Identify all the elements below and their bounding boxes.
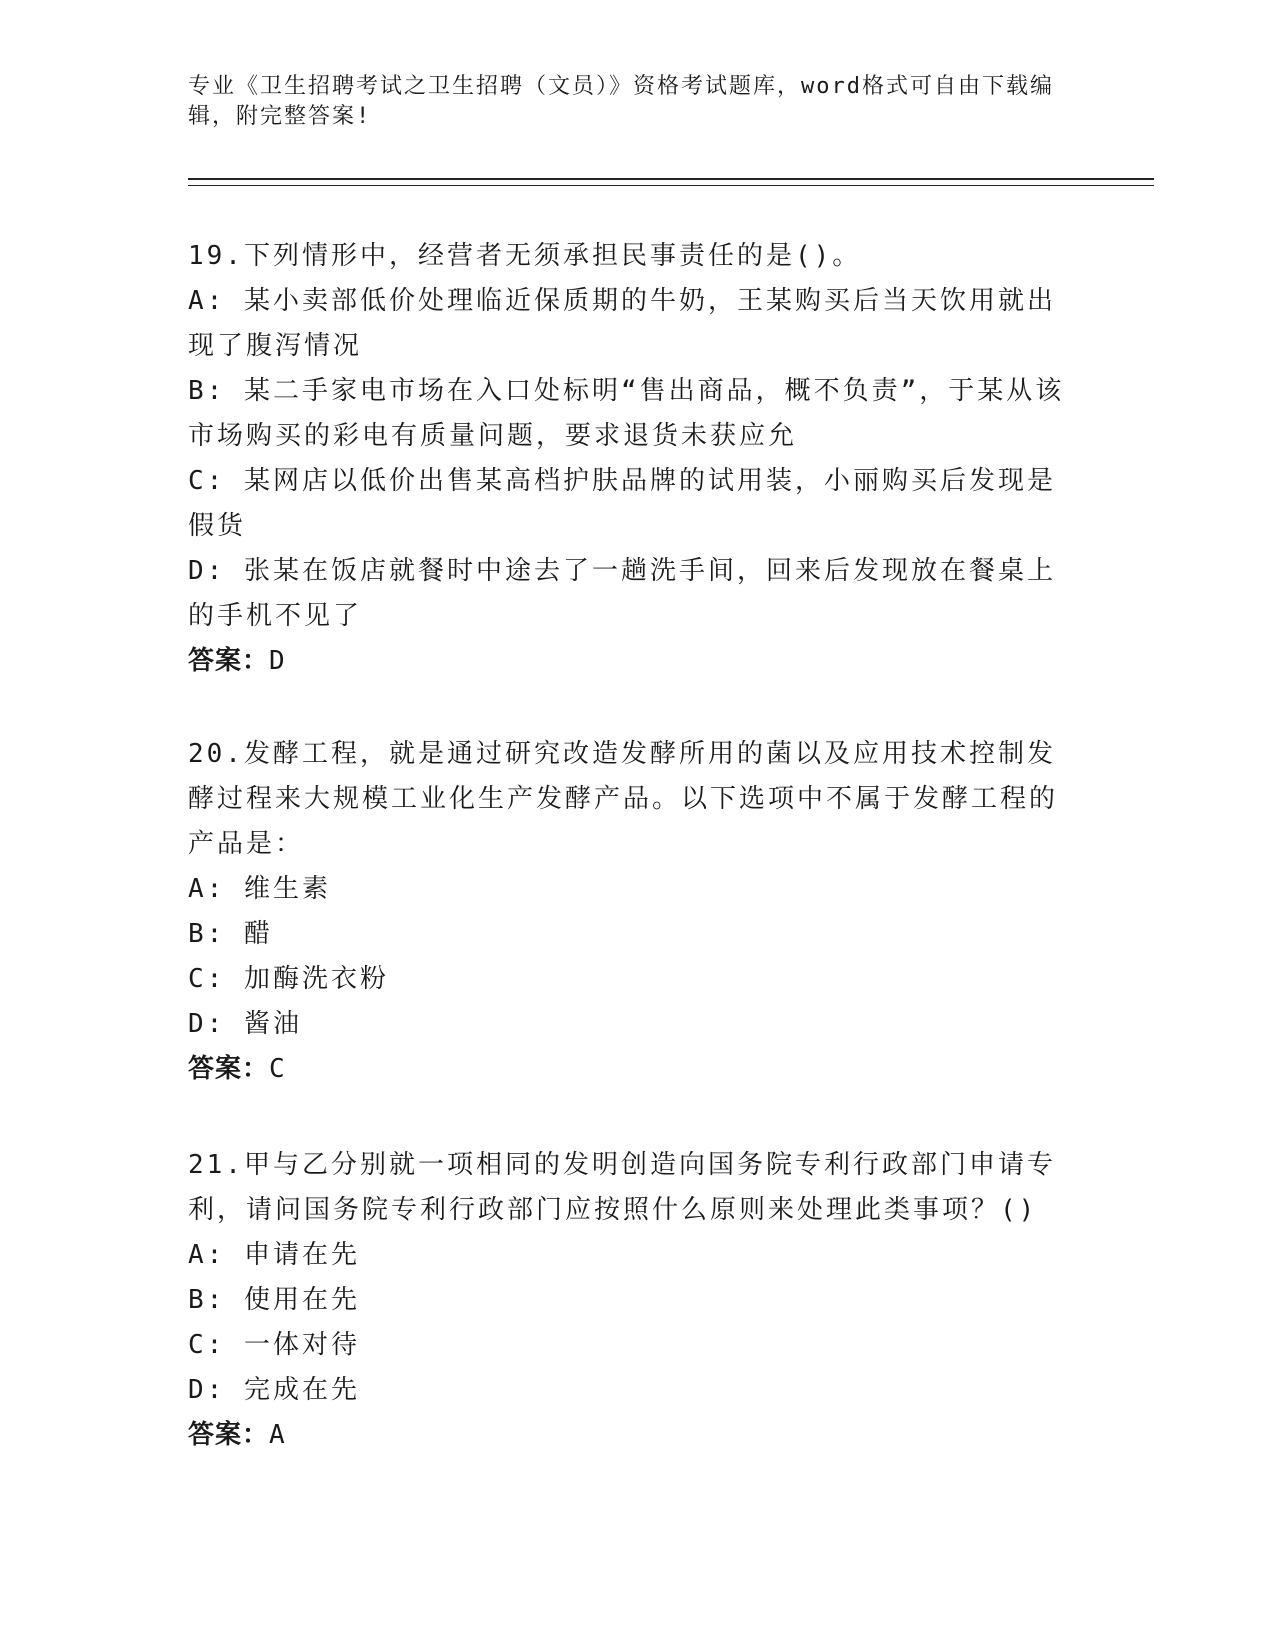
option-d: D: 完成在先 bbox=[188, 1375, 360, 1405]
question-stem: 19.下列情形中，经营者无须承担民事责任的是()。 bbox=[188, 241, 862, 271]
answer-label: 答案： bbox=[188, 1420, 270, 1450]
answer-line bbox=[188, 1413, 1068, 1458]
option-c: C: 加酶洗衣粉 bbox=[188, 964, 389, 994]
option-b: B: 醋 bbox=[188, 919, 273, 949]
answer-label: 答案： bbox=[188, 1054, 270, 1084]
answer-value: A bbox=[269, 1420, 286, 1450]
option-a: A: 某小卖部低价处理临近保质期的牛奶，王某购买后当天饮用就出现了腹泻情况 bbox=[188, 286, 1056, 361]
question-stem: 20.发酵工程，就是通过研究改造发酵所用的菌以及应用技术控制发酵过程来大规模工业化生产发酵产品。以下选项中不属于发酵工程的产品是： bbox=[188, 739, 1059, 859]
option-b: B: 某二手家电市场在入口处标明“售出商品，概不负责”，于某从该市场购买的彩电有质量问题，要求退货未获应允 bbox=[188, 376, 1065, 451]
answer-value: C bbox=[269, 1054, 286, 1084]
question-stem: 21.甲与乙分别就一项相同的发明创造向国务院专利行政部门申请专利，请问国务院专利行政部门应按照什么原则来处理此类事项？() bbox=[188, 1150, 1056, 1225]
question-21 bbox=[188, 1143, 1068, 1458]
option-d: D: 张某在饭店就餐时中途去了一趟洗手间，回来后发现放在餐桌上的手机不见了 bbox=[188, 556, 1056, 631]
answer-line bbox=[188, 1047, 1068, 1092]
answer-label: 答案： bbox=[188, 646, 270, 676]
document-header: 专业《卫生招聘考试之卫生招聘（文员）》资格考试题库，word格式可自由下载编辑，附完整答案! bbox=[188, 74, 1054, 129]
option-b: B: 使用在先 bbox=[188, 1285, 360, 1315]
option-c: C: 一体对待 bbox=[188, 1330, 360, 1360]
option-d: D: 酱油 bbox=[188, 1009, 302, 1039]
answer-value: D bbox=[269, 646, 286, 676]
option-a: A: 申请在先 bbox=[188, 1240, 360, 1270]
question-19 bbox=[188, 234, 1068, 684]
question-20 bbox=[188, 732, 1068, 1092]
option-a: A: 维生素 bbox=[188, 874, 331, 904]
header-divider bbox=[188, 178, 1154, 186]
option-c: C: 某网店以低价出售某高档护肤品牌的试用装，小丽购买后发现是假货 bbox=[188, 466, 1056, 541]
answer-line bbox=[188, 639, 1068, 684]
